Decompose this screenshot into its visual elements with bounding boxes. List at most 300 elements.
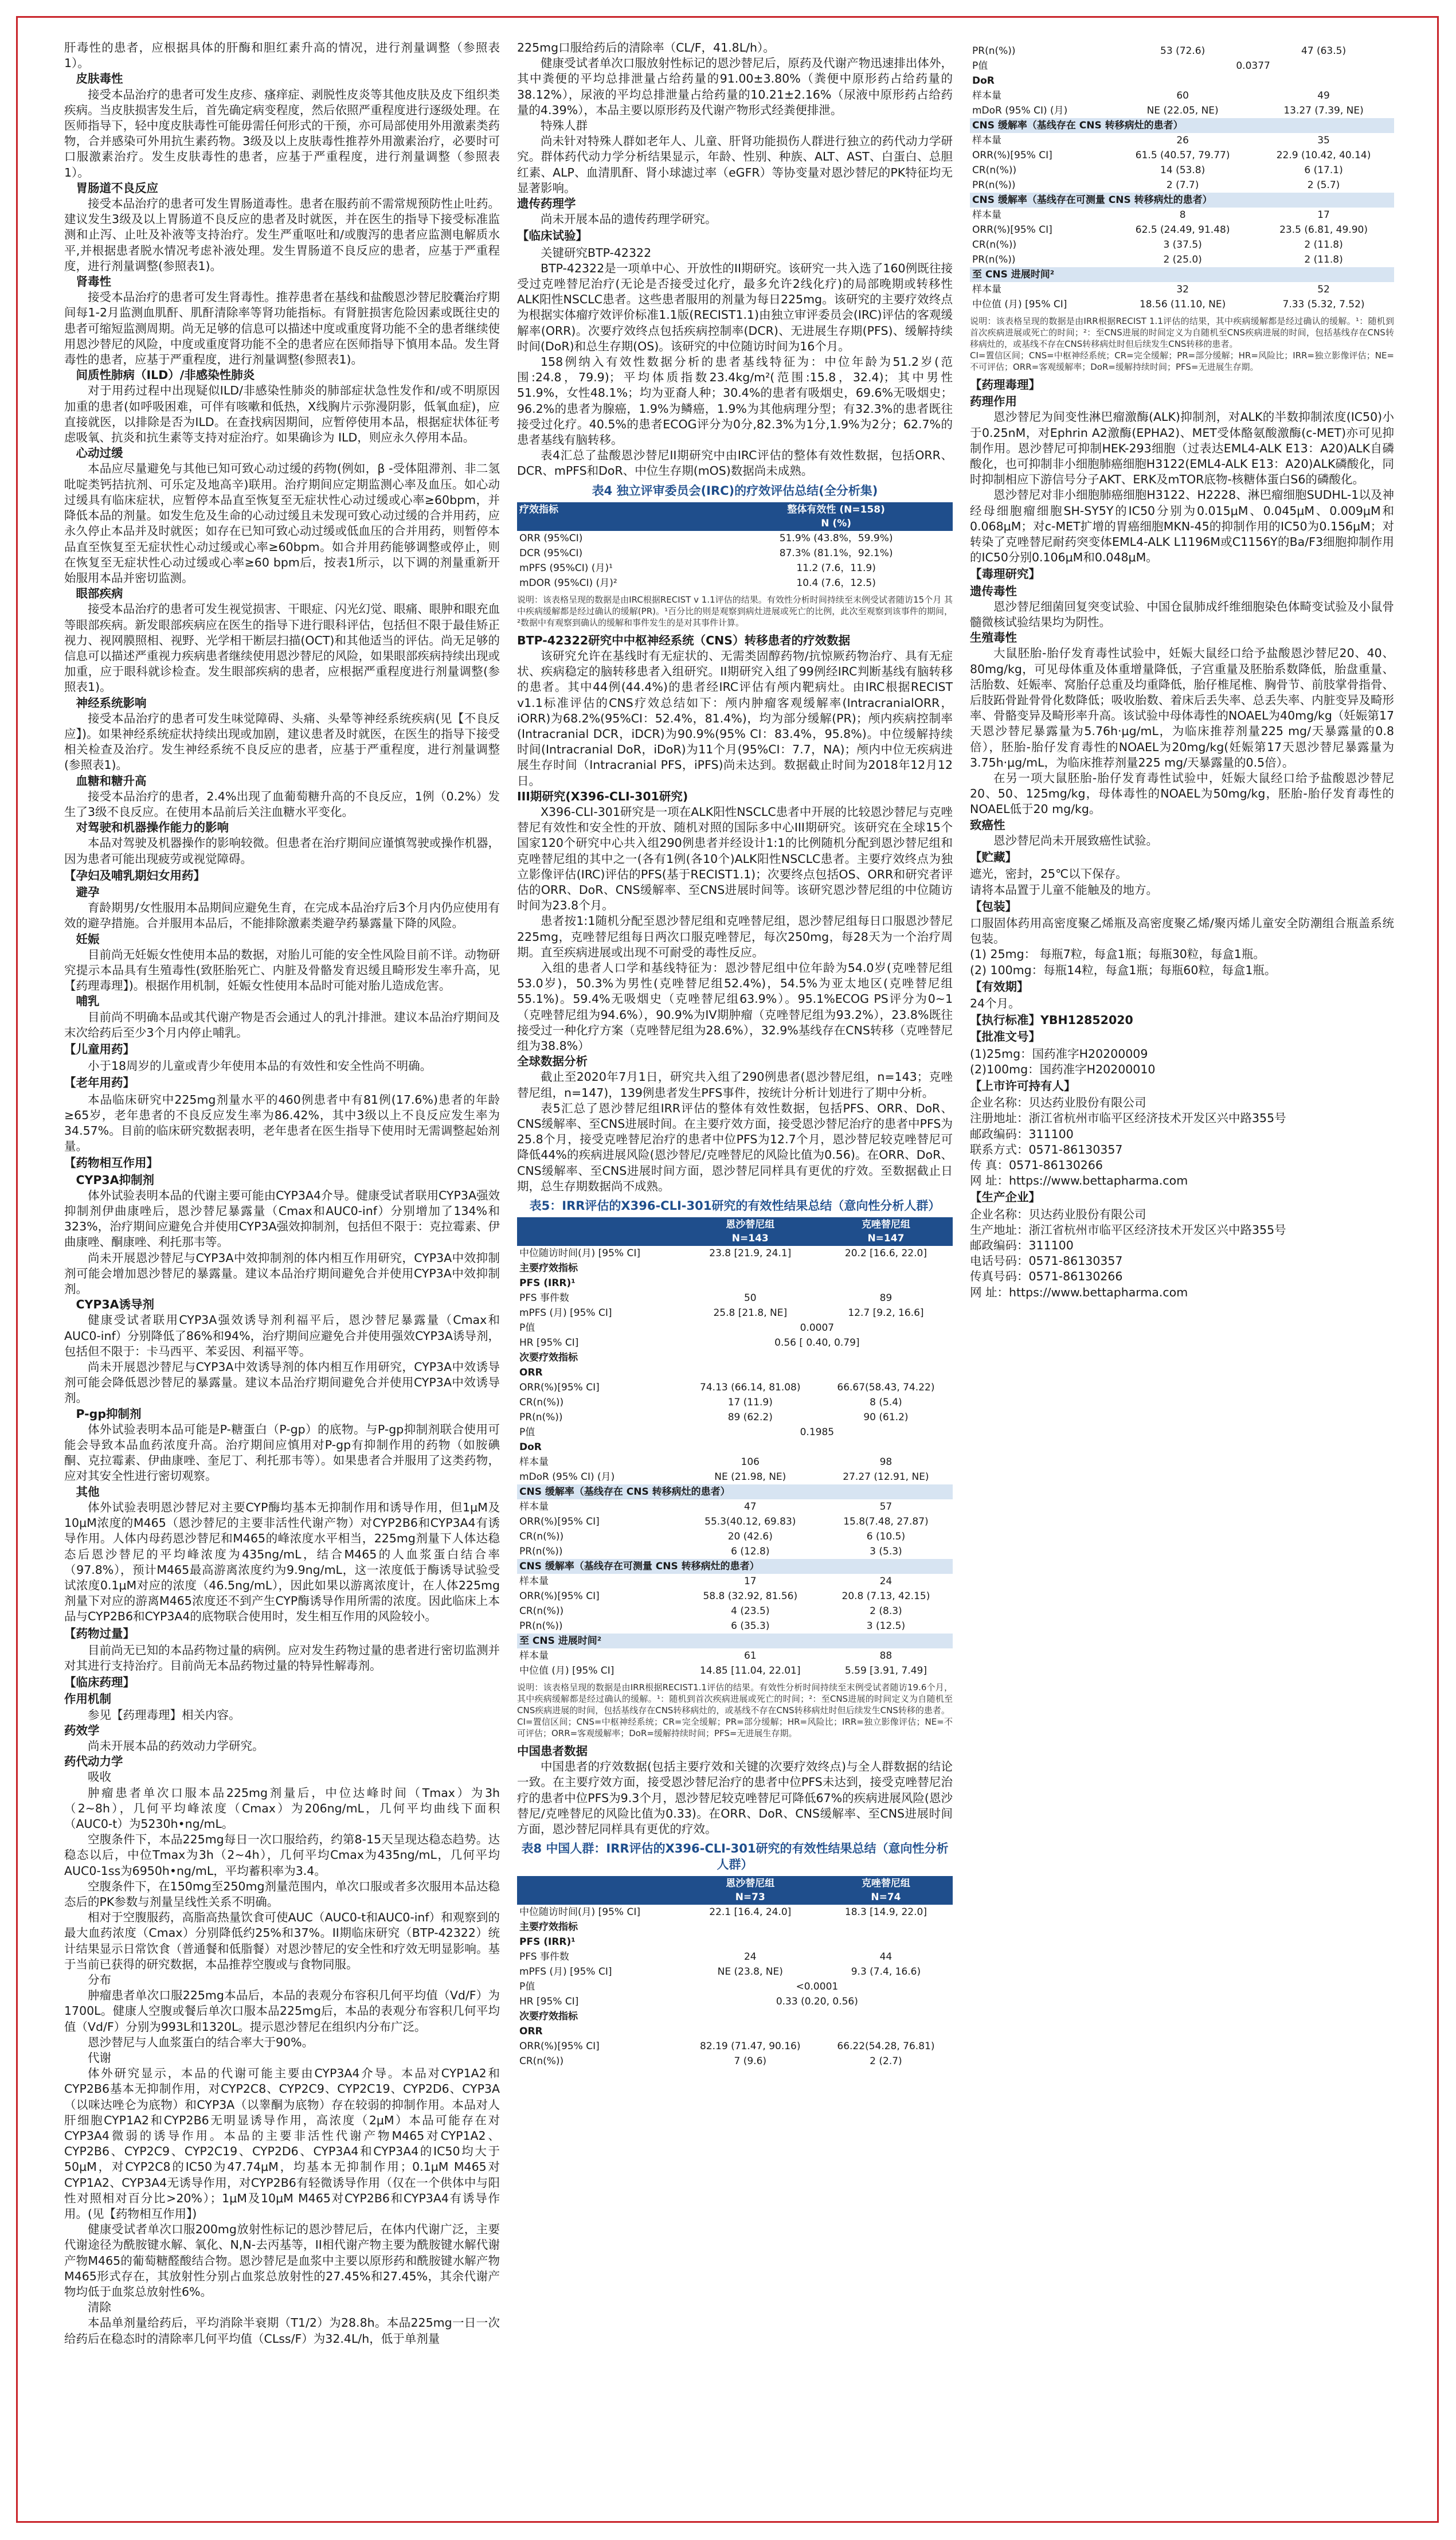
table-cell: HR [95% CI] <box>519 1337 579 1349</box>
paragraph: 传真号码：0571-86130266 <box>970 1269 1123 1284</box>
table-cell: 20.2 [16.6, 22.0] <box>844 1248 927 1259</box>
table-cell: ORR(%)[95% CI] <box>519 1516 600 1527</box>
table-cell: ORR(%)[95% CI] <box>519 1382 600 1393</box>
paragraph: 接受本品治疗的患者可发生皮疹、瘙痒症、剥脱性皮炎等其他皮肤及皮下组织类疾病。当皮肤损害发生后，首先确定病变程度，然后依照严重程度进行逐级处理。在医师指导下，轻中度皮肤毒性可能毋需任何形式的干预，亦可局部使用外用激素类药物，合并感染可外用抗生素药物。3级及以上皮肤毒性推荐外用激素治疗，必要时可口服激素治疗。发生皮肤毒性的患者，应基于严重程度，进行剂量调整（参照表1）。 <box>64 87 500 179</box>
table-8-continued <box>970 44 1394 373</box>
table-cell: 58.8 (32.92, 81.56) <box>703 1591 798 1602</box>
table-cell: P值 <box>519 1322 535 1334</box>
paragraph: (2)100mg：国药准字H20200010 <box>970 1062 1156 1076</box>
table-cell: 25.8 [21.8, NE] <box>713 1307 788 1319</box>
table-row <box>970 237 1394 252</box>
section-cns-and-phase3 <box>517 633 953 1194</box>
table-cell: ORR (95%CI) <box>519 532 583 544</box>
table-row <box>517 1291 953 1306</box>
table-cell: 87.3% (81.1%，92.1%) <box>779 547 893 559</box>
table-cell: P值 <box>519 1981 535 1993</box>
table-cell: 66.67(58.43, 74.22) <box>837 1382 935 1393</box>
paragraph: 分布 <box>88 1972 111 1987</box>
paragraph: 截止至2020年7月1日，研究共入组了290例患者(恩沙替尼组，n=143；克唑替尼组，n=147)，139例患者发生PFS事件，按统计分析计划进行了期中分析。 <box>517 1070 953 1100</box>
table-row <box>970 88 1394 103</box>
paragraph: 注册地址：浙江省杭州市临平区经济技术开发区兴中路355号 <box>970 1111 1286 1126</box>
table-row <box>517 1306 953 1320</box>
column-left <box>64 40 500 2347</box>
table-cell: PR(n(%)) <box>519 1412 563 1423</box>
table-row <box>970 222 1394 237</box>
table-cell: CR(n(%)) <box>519 2056 564 2068</box>
table-cell: CNS 缓解率（基线存在可测量 CNS 转移病灶的患者） <box>970 193 1394 208</box>
paragraph: 入组的患者人口学和基线特征为：恩沙替尼组中位年龄为54.0岁(克唑替尼组53.0岁)，50.3%为男性(克唑替尼组52.4%)，54.5%为亚太地区(克唑替尼组55.1%)。59.4%无吸烟史（克唑替尼组63.9%）。95.1%ECOG PS评分为0~1（克唑替尼组为94.6%），90.9%为IV期肿瘤（克唑替尼组为93.2%），23.8%既往接受过一种化疗方案（克唑替尼组为28.6%），32.9%基线存在CNS转移（克唑替尼组为38.8%） <box>517 960 953 1053</box>
table-5-global-efficacy <box>517 1198 953 1739</box>
table-row <box>970 282 1394 297</box>
table-cell: 90 (61.2) <box>863 1412 909 1423</box>
table-cell: 0.56 [ 0.40, 0.79] <box>774 1337 860 1349</box>
table-cell: 23.5 (6.81, 49.90) <box>1279 224 1368 236</box>
section-heading: 【生产企业】 <box>970 1190 1040 1205</box>
table-cell: 克唑替尼组 N=147 <box>819 1217 953 1246</box>
section-heading: 【包装】 <box>970 899 1017 913</box>
table-cell: 24 <box>743 1951 757 1963</box>
table-cell: 8 (5.4) <box>870 1397 902 1408</box>
table-footnote: 说明：该表格呈现的数据是由IRR根据RECIST 1.1评估的结果，其中疾病缓解都是经过确认的缓解。¹：随机到首次疾病进展或死亡的时间；²：至CNS进展的时间定义为自随机至CNS疾病进展的时间，包括基线存在CNS转移病灶的，或基线不存在CNS转移病灶时但后续发生CNS转移的患者。 CI=置信区间；CNS=中枢神经系统；CR=完全缓解；PR=部分缓解；HR=风险比；IRR=独立影像评估；NE=不可评估；ORR=客观缓解率；DoR=缓解持续时间；PFS=无进展生存期。 <box>970 316 1394 372</box>
section-heading: 胃肠道不良反应 <box>76 181 158 195</box>
paragraph: 肿瘤患者单次口服225mg本品后，本品的表观分布容积几何平均值（Vd/F）为1700L。健康人空腹或餐后单次口服本品225mg后，本品的表观分布容积几何平均值（Vd/F）分别为993L和1320L。提示恩沙替尼在组织内分布广泛。 <box>64 1988 500 2034</box>
section-heading: 遗传毒性 <box>970 584 1017 598</box>
section-heading: 【贮藏】 <box>970 850 1017 865</box>
table-cell: 61.5 (40.57, 79.77) <box>1135 150 1230 161</box>
table-row <box>970 178 1394 193</box>
table-cell: 0.0377 <box>1236 60 1270 72</box>
table-cell: DCR (95%CI) <box>519 547 583 559</box>
table-row <box>517 1619 953 1634</box>
paragraph: 接受本品治疗的患者可发生味觉障碍、头痛、头晕等神经系统疾病(见【不良反应】)。如果神经系统症状持续出现或加剧，建议患者及时就医，在医生的指导下接受相关检查及治疗。发生神经系统不良反应的患者，应基于严重程度，进行剂量调整(参照表1)。 <box>64 711 500 772</box>
table-cell: 0.33 (0.20, 0.56) <box>776 1996 858 2008</box>
table-cell: 4 (23.5) <box>731 1605 770 1617</box>
table-row <box>517 1663 953 1678</box>
table-cell: 89 (62.2) <box>727 1412 773 1423</box>
section-heading: 生殖毒性 <box>970 631 1017 645</box>
table-row <box>517 1320 953 1335</box>
table-row <box>517 1276 953 1291</box>
table-cell: PR(n(%)) <box>972 254 1016 265</box>
section-heading: 药代动力学 <box>64 1754 123 1769</box>
table-cell: PFS (IRR)¹ <box>519 1277 576 1289</box>
table-cell: PFS 事件数 <box>519 1951 569 1963</box>
table-caption: 表8 中国人群：IRR评估的X396-CLI-301研究的有效性结果总结（意向性分析人群） <box>521 1842 949 1872</box>
paragraph: 体外研究显示，本品的代谢可能主要由CYP3A4介导。本品对CYP1A2和CYP2B6基本无抑制作用，对CYP2C8、CYP2C9、CYP2C19、CYP2D6、CYP3A（以咪达唑仑为底物）和CYP3A（以睾酮为底物）存在较弱的抑制作用。本品对人肝细胞CYP1A2和CYP2B6无明显诱导作用，高浓度（2μM）本品可能存在对CYP3A4微弱的诱导作用。本品的主要非活性代谢产物M465对CYP1A2、CYP2B6、CYP2C9、CYP2C19、CYP2D6、CYP3A4和CYP3A4的IC50均大于50μM，对CYP2C8的IC50为47.74μM，均基本无抑制作用；0.1μM M465对CYP1A2、CYP3A4无诱导作用，对CYP2B6有轻微诱导作用（仅在一个供体中与阳性对照相对百分比>20%）；1μM及10μM M465对CYP2B6和CYP3A4有诱导作用。(见【药物相互作用】) <box>64 2066 500 2221</box>
table-cell: 样本量 <box>519 1576 549 1587</box>
table-cell: 克唑替尼组 N=74 <box>819 1876 953 1905</box>
section-heading: 【药理毒理】 <box>970 378 1040 392</box>
table-cell: 26 <box>1176 135 1189 146</box>
table-cell: 89 <box>879 1292 893 1304</box>
table-row <box>517 1964 953 1979</box>
section-heading: CYP3A诱导剂 <box>76 1298 155 1312</box>
table-cell <box>517 1876 682 1905</box>
table-cell: CR(n(%)) <box>519 1531 564 1542</box>
section-heading: 【老年用药】 <box>64 1076 135 1090</box>
table-row <box>517 1514 953 1529</box>
table-cell: 49 <box>1317 90 1330 101</box>
table-row <box>517 1365 953 1380</box>
table-cell: mPFS (月) [95% CI] <box>519 1966 612 1978</box>
paragraph: 空腹条件下，在150mg至250mg剂量范围内，单次口服或者多次服用本品达稳态后的PK参数与剂量呈线性关系不明确。 <box>64 1879 500 1909</box>
table-cell: 7 (9.6) <box>734 2056 767 2068</box>
table-cell: PFS 事件数 <box>519 1292 569 1304</box>
paragraph: 邮政编码：311100 <box>970 1127 1074 1141</box>
table-row <box>517 1604 953 1619</box>
table-cell: P值 <box>519 1427 535 1438</box>
section-heading: 全球数据分析 <box>517 1054 588 1069</box>
table-row <box>970 208 1394 222</box>
table-cell: 8 <box>1179 209 1186 221</box>
paragraph: 目前尚不明确本品或其代谢产物是否会通过人的乳汁排泄。建议本品治疗期间及末次给药后至少3个月内停止哺乳。 <box>64 1010 500 1040</box>
table-row <box>517 1949 953 1964</box>
table-cell: 23.8 [21.9, 24.1] <box>709 1248 792 1259</box>
section-heading: 肾毒性 <box>76 275 111 289</box>
section-heading: 眼部疾病 <box>76 587 123 601</box>
paragraph: 恩沙替尼为间变性淋巴瘤激酶(ALK)抑制剂，对ALK的半数抑制浓度(IC50)小于0.25nM，对Ephrin A2激酶(EPHA2)、MET受体酪氨酸激酶(c-MET)亦可见抑制作用。恩沙替尼可抑制HEK-293细胞（过表达EML4-ALK E13：A20)ALK自磷酸化，也可抑制非小细胞肺癌细胞H3122(EML4-ALK E13：A20)ALK磷酸化，同时抑制相应下游信号分子AKT、ERK及mTOR底物-核糖体蛋白S6的磷酸化。 <box>970 410 1394 487</box>
table-cell: DoR <box>519 1441 542 1453</box>
paragraph: 恩沙替尼与人血浆蛋白的结合率大于90%。 <box>88 2035 314 2049</box>
section-heading: 血糖和糖升高 <box>76 773 147 788</box>
table-cell: 2 (2.7) <box>870 2056 902 2068</box>
table-cell: CNS 缓解率（基线存在可测量 CNS 转移病灶的患者） <box>517 1559 953 1574</box>
table-cell: 14 (53.8) <box>1160 165 1205 176</box>
section-heading: 【执行标准】YBH12852020 <box>970 1013 1133 1027</box>
table-cell: 98 <box>879 1456 893 1468</box>
paragraph: 恩沙替尼对非小细胞肺癌细胞H3122、H2228、淋巴瘤细胞SUDHL-1以及神经母细胞瘤细胞SH-SY5Y的IC50分别为0.015μM、0.045μM、0.009μM和0.068μM；对c-MET扩增的胃癌细胞MKN-45的抑制作用的IC50为0.156μM；对转染了克唑替尼耐药突变体EML4-ALK L1196M或C1156Y的Ba/F3细胞抑制作用的IC50分别0.106μM和0.048μM。 <box>970 488 1394 565</box>
table-cell: CNS 缓解率（基线存在 CNS 转移病灶的患者） <box>970 118 1394 133</box>
table-row <box>517 1484 953 1499</box>
table-cell: 50 <box>743 1292 757 1304</box>
table-cell: 至 CNS 进展时间² <box>517 1634 953 1648</box>
section-heading: 【有效期】 <box>970 979 1029 994</box>
table-cell: 2 (7.7) <box>1166 179 1199 191</box>
table-cell: 主要疗效指标 <box>519 1263 578 1274</box>
section-heading: 其他 <box>76 1484 100 1499</box>
table-row <box>517 2009 953 2024</box>
table-cell: 6 (12.8) <box>731 1546 770 1557</box>
table-row <box>517 1634 953 1648</box>
table-cell: 主要疗效指标 <box>519 1921 578 1933</box>
paragraph: 患者按1:1随机分配至恩沙替尼组和克唑替尼组，恩沙替尼组每日口服恩沙替尼225mg，克唑替尼组每日两次口服克唑替尼，每次250mg，每28天为一个治疗周期。直至疾病进展或出现不可耐受的毒性反应。 <box>517 914 953 959</box>
table-cell: 27.27 (12.91, NE) <box>843 1471 929 1483</box>
section-heading: 遗传药理学 <box>517 197 576 211</box>
section-heading: 致癌性 <box>970 818 1005 832</box>
table-row <box>517 1920 953 1935</box>
section-heading: 对驾驶和机器操作能力的影响 <box>76 820 229 835</box>
table-cell: 2 (8.3) <box>870 1605 902 1617</box>
table-cell: 3 (37.5) <box>1163 239 1202 251</box>
paragraph: 尚未开展恩沙替尼与CYP3A中效抑制剂的体内相互作用研究，CYP3A中效抑制剂可能会增加恩沙替尼的暴露量。建议本品治疗期间避免合并使用CYP3A中效抑制剂。 <box>64 1251 500 1296</box>
section-heading: 间质性肺病（ILD）/非感染性肺炎 <box>76 368 255 382</box>
table-row <box>970 73 1394 88</box>
paragraph: 恩沙替尼细菌回复突变试验、中国仓鼠肺成纤维细胞染色体畸变试验及小鼠骨髓微核试验结果均为阴性。 <box>970 599 1394 630</box>
table-row <box>517 1559 953 1574</box>
paragraph: 158例纳入有效性数据分析的患者基线特征为：中位年龄为51.2岁(范围:24.8，79.9)；平均体质指数23.4kg/m²(范围:15.8，32.4)；其中男性51.9%，女性48.1%；均为亚裔人种；30.4%的患者有吸烟史，69.6%无吸烟史；96.2%的患者为腺癌，1.9%为鳞癌，1.9%为其他病理分型；有32.3%的患者既往接受过化疗。40.5%的患者ECOG评分为0分,82.3%为1分,1.9%为2分；62.7%的患者基线有脑转移。 <box>517 355 953 447</box>
table-cell: CR(n(%)) <box>519 1397 564 1408</box>
table-row <box>517 1589 953 1604</box>
paragraph: 接受本品治疗的患者可发生肾毒性。推荐患者在基线和盐酸恩沙替尼胶囊治疗期间每1-2月监测血肌酐、肌酐清除率等肾功能指标。有肾脏损害危险因素或既往史的患者可缩短监测周期。尚无足够的信息可以描述中度或重度肾功能不全的患者继续使用恩沙替尼的风险，中度或重度肾功能不全的患者应在医师指导下慎用本品。发生肾毒性的患者，应基于严重程度，进行剂量调整(参照表1)。 <box>64 290 500 367</box>
table-cell: 至 CNS 进展时间² <box>970 267 1394 282</box>
table-footnote: 说明：该表格呈现的数据是由IRC根据RECIST v 1.1评估的结果。有效性分析时间持续至末例受试者随访15个月 其中疾病缓解都是经过确认的缓解(PR)。¹百分比的则是观察到病灶进展或死亡的比例，此次至观察到该事件的期间，²数据中有观察到确认的缓解和事件发生的是对其事件计算。 <box>517 594 953 628</box>
section-heading: 皮肤毒性 <box>76 72 123 86</box>
paragraph: 企业名称：贝达药业股份有限公司 <box>970 1207 1146 1221</box>
table-row <box>517 1261 953 1276</box>
section-heading: 心动过缓 <box>76 446 123 460</box>
table-footnote: 说明：该表格呈现的数据是由IRR根据RECIST1.1评估的结果。有效性分析时间持续至末例受试者随访19.6个月，其中疾病缓解都是经过确认的缓解。¹：随机到首次疾病进展或死亡的时间；²：至CNS进展的时间定义为自随机至CNS疾病进展的时间，包括基线存在CNS转移病灶的，或基线不存在CNS转移病灶时但后续发生CNS转移的患者。 CI=置信区间；CNS=中枢神经系统；CR=完全缓解；PR=部分缓解；HR=风险比；IRR=独立影像评估；NE=不可评估；ORR=客观缓解率；DoR=缓解持续时间；PFS=无进展生存期。 <box>517 1682 953 1738</box>
paragraph: 网 址：https://www.bettapharma.com <box>970 1285 1188 1299</box>
paragraph: 特殊人群 <box>541 119 588 133</box>
table-row <box>517 1410 953 1425</box>
paragraph: X396-CLI-301研究是一项在ALK阳性NSCLC患者中开展的比较恩沙替尼与克唑替尼有效性和安全性的开放、随机对照的国际多中心III期研究。该研究在全球15个国家120个研究中心共入组290例患者并经设计1:1的比例随机分配到恩沙替尼组和克唑替尼组的其中之一(各有1例(各10个)ALK阳性NSCLC患者。主要疗效终点为独立影像评估(IRC)评估的PFS(基于RECIST1.1)；次要终点包括OS、ORR和研究者评估的ORR、DoR、CNS缓解率、至CNS进展时间等。该研究恩沙替尼组的中位随访时间为23.8个月。 <box>517 804 953 913</box>
table-row <box>517 1979 953 1994</box>
table-cell: 中位值 (月) [95% CI] <box>519 1665 615 1677</box>
table-row <box>517 2039 953 2054</box>
table-cell: PR(n(%)) <box>519 1546 563 1557</box>
paragraph: 网 址：https://www.bettapharma.com <box>970 1174 1188 1188</box>
table-cell: ORR(%)[95% CI] <box>519 1591 600 1602</box>
table-row <box>517 1499 953 1514</box>
section-heading: P-gp抑制剂 <box>76 1406 142 1421</box>
table-row <box>517 576 953 591</box>
table-cell: 10.4 (7.6，12.5) <box>796 577 876 589</box>
paragraph: 225mg口服给药后的清除率（CL/F，41.8L/h）。 <box>517 41 775 54</box>
table-cell: 22.1 [16.4, 24.0] <box>709 1906 792 1918</box>
table-cell: 疗效指标 <box>517 502 719 531</box>
section-heading: 【临床药理】 <box>64 1675 135 1690</box>
table-cell: 恩沙替尼组 N=73 <box>682 1876 819 1905</box>
paragraph: 尚未开展本品的药效动力学研究。 <box>88 1738 264 1753</box>
table-row <box>970 163 1394 178</box>
section-heading: 【药物相互作用】 <box>64 1156 158 1170</box>
paragraph: 接受本品治疗的患者可发生视觉损害、干眼症、闪光幻觉、眼痛、眼肿和眼充血等眼部疾病。新发眼部疾病应在医生的指导下进行眼科评估，包括但不限于最佳矫正视力、视网膜照相、视野、光学相干断层扫描(OCT)和其他适当的评估。尚无足够的信息可以描述严重视力疾病患者继续使用恩沙替尼的风险，如果眼部疾病持续出现或加重，应于眼科就诊检查。发生眼部疾病的患者，应根据严重程度进行剂量调整(参照表1)。 <box>64 602 500 694</box>
table-4-irc-efficacy <box>517 483 953 628</box>
paragraph: 尚未针对特殊人群如老年人、儿童、肝肾功能损伤人群进行独立的药代动力学研究。群体药代动力学分析结果显示，年龄、性别、种族、ALT、AST、白蛋白、总胆红素、ALP、血清肌酐、肾小球滤过率（eGFR）等协变量对恩沙替尼的PK特征均无显著影响。 <box>517 134 953 195</box>
section-heading: 【儿童用药】 <box>64 1042 135 1056</box>
table-cell: 样本量 <box>519 1501 549 1513</box>
paragraph: 接受本品治疗的患者，2.4%出现了血葡萄糖升高的不良反应，1例（0.2%）发生了3级不良反应。在使用本品前后关注血糖水平变化。 <box>64 789 500 819</box>
paragraph: 健康受试者单次口服放射性标记的恩沙替尼后，原药及代谢产物迅速排出体外，其中粪便的平均总排泄量占给药量的91.00±3.80%（粪便中原形药占给药量的38.12%），尿液的平均总排泄量占给药量的10.21±2.16%（尿液中原形药占给药量的4.39%），本品主要以原形药及代谢产物形式经粪便排泄。 <box>517 56 953 117</box>
table-caption: 表5：IRR评估的X396-CLI-301研究的有效性结果总结（意向性分析人群） <box>529 1199 941 1213</box>
table-row <box>517 1425 953 1440</box>
paragraph: 在另一项大鼠胚胎-胎仔发育毒性试验中，妊娠大鼠经口给予盐酸恩沙替尼20、50、125mg/kg，母体毒性的NOAEL为50mg/kg，胚胎-胎仔发育毒性的NOAEL低于20 mg/kg。 <box>970 771 1394 816</box>
table-cell: mDoR (95% CI) (月) <box>972 105 1068 116</box>
table-row <box>517 1994 953 2009</box>
table-cell: PR(n(%)) <box>972 179 1016 191</box>
section-heading: 药理作用 <box>970 394 1017 409</box>
paragraph: 代谢 <box>88 2051 111 2065</box>
table-cell: 14.85 [11.04, 22.01] <box>700 1665 801 1677</box>
paragraph: 本品应尽量避免与其他已知可致心动过缓的药物(例如，β -受体阻滞剂、非二氢吡啶类钙拮抗剂、可乐定及地高辛)联用。治疗期间应定期监测心率及血压。如心动过缓具有临床症状，应暂停本品直至恢复至无症状性心动过缓或心率≥60bpm，并降低本品的剂量。如发生危及生命的心动过缓且未发现可致心动过缓的合并用药，应永久停止本品并及时就医；如存在已知可致心动过缓或低血压的合并用药，则暂停本品直至恢复至无症状性心动过缓或心率≥60bpm。如合并用药能够调整或停止，则在恢复至无症状性心动过缓或心率≥60 bpm后，按表1所示，以下调的剂量重新开始服用本品并密切监测。 <box>64 462 500 585</box>
table-row <box>517 531 953 546</box>
table-cell: 61 <box>743 1650 757 1662</box>
section-pharmacology-storage-manufacturer <box>970 377 1394 1300</box>
paragraph: 该研究允许在基线时有无症状的、无需类固醇药物/抗惊厥药物治疗、具有无症状、疾病稳定的脑转移患者入组研究。II期研究入组了99例经IRC判断基线有脑转移的患者。其中44例(44.4%)的患者经IRC评估有颅内靶病灶。由IRC根据RECIST v1.1标准评估的CNS疗效总结如下：颅内肿瘤客观缓解率(IntracranialORR，iORR)为68.2%(95%CI：52.4%，81.4%)，均为部分缓解(PR)；颅内疾病控制率(Intracranial DCR，iDCR)为90.9%(95% CI：83.4%，95.8%)。中位缓解持续时间(Intracranial DoR，iDoR)为11个月(95%CI：7.7，NA)；颅内中位无疾病进展生存时间（Intracranial PFS，iPFS)尚未达到。数据截止时间为2018年12月12日。 <box>517 648 953 788</box>
table-cell: 6 (17.1) <box>1304 165 1343 176</box>
section-heading: 哺乳 <box>76 994 100 1009</box>
table-row <box>517 1395 953 1410</box>
paragraph: 表5汇总了恩沙替尼组IRR评估的整体有效性数据，包括PFS、ORR、DoR、CNS缓解率、至CNS进展时间。在主要疗效方面，接受恩沙替尼治疗的患者中PFS为25.8个月，接受克唑替尼治疗的患者中位PFS为12.7个月，恩沙替尼较克唑替尼可降低44%的疾病进展风险(恩沙替尼/克唑替尼的风险比值为0.56)。在ORR、DoR、CNS缓解率、至CNS进展时间方面，恩沙替尼同样具有更优的疗效。至数据截止日期，总生存期数据尚不成熟。 <box>517 1101 953 1193</box>
paragraph: 关键研究BTP-42322 <box>541 245 652 260</box>
paragraph: 表4汇总了盐酸恩沙替尼II期研究中由IRC评估的整体有效性数据，包括ORR、DCR、mPFS和DoR、中位生存期(mOS)数据尚未成熟。 <box>517 448 953 478</box>
table-row <box>970 267 1394 282</box>
table-cell: 11.2 (7.6，11.9) <box>796 562 876 574</box>
paragraph: 本品单剂量给药后，平均消除半衰期（T1/2）为28.8h。本品225mg一日一次给药后在稳态时的清除率几何平均值（CLss/F）为32.4L/h，低于单剂量 <box>64 2316 500 2346</box>
table-cell: 88 <box>879 1650 893 1662</box>
table-row <box>970 44 1394 58</box>
paragraph: 尚未开展恩沙替尼与CYP3A中效诱导剂的体内相互作用研究，CYP3A中效诱导剂可能会降低恩沙替尼的暴露量。建议本品治疗期间避免合并使用CYP3A中效诱导剂。 <box>64 1360 500 1405</box>
paragraph: 对于用药过程中出现疑似ILD/非感染性肺炎的肺部症状急性发作和/或不明原因加重的患者(如呼吸困难，可伴有咳嗽和低热，X线胸片示弥漫阴影，低氧血症)，应直接就医，以排除是否为ILD。在查找病因期间，应暂停使用本品，根据症状体征考虑吸氧、抗炎和抗生素等支持对症治疗。如果确诊为 ILD，则应永久停用本品。 <box>64 384 500 445</box>
table-cell: NE (21.98, NE) <box>714 1471 786 1483</box>
table-cell: NE (22.05, NE) <box>1146 105 1219 116</box>
section-heading: 【上市许可持有人】 <box>970 1078 1076 1093</box>
table-cell: <0.0001 <box>796 1981 839 1993</box>
table-caption: 表4 独立评审委员会(IRC)的疗效评估总结(全分析集) <box>592 483 878 498</box>
table-cell: 0.0007 <box>800 1322 835 1334</box>
table-cell: CR(n(%)) <box>519 1605 564 1617</box>
paragraph: 24个月。 <box>970 996 1020 1010</box>
table-cell: 44 <box>879 1951 893 1963</box>
table-cell: DoR <box>972 75 995 87</box>
table-cell: 17 <box>743 1576 757 1587</box>
table-cell: ORR <box>519 2026 543 2038</box>
section-heading: 避孕 <box>76 885 100 899</box>
table-row <box>517 1935 953 1949</box>
paragraph: 请将本品置于儿童不能触及的地方。 <box>970 882 1158 897</box>
paragraph: 肿瘤患者单次口服本品225mg剂量后，中位达峰时间（Tmax）为3h（2~8h），几何平均峰浓度（Cmax）为206ng/mL，几何平均曲线下面积（AUC0-t）为5230h•ng/mL。 <box>64 1785 500 1831</box>
section-heading: CYP3A抑制剂 <box>76 1173 155 1187</box>
table-cell: PFS (IRR)¹ <box>519 1936 576 1948</box>
paragraph: 企业名称：贝达药业股份有限公司 <box>970 1096 1146 1110</box>
table-cell: 次要疗效指标 <box>519 2011 578 2023</box>
paragraph: 健康受试者单次口服200mg放射性标记的恩沙替尼后，在体内代谢广泛，主要代谢途径为酰胺键水解、氧化、N,N-去丙基等，II相代谢产物主要为酰胺键水解代谢产物M465的葡萄糖醛酸结合物。恩沙替尼是血浆中主要以原形药和酰胺键水解产物M465形式存在，其放射性分别占血浆总放射性的27.45%和27.45%，其余代谢产物均低于血浆总放射性6%。 <box>64 2222 500 2299</box>
table-cell: 样本量 <box>972 90 1001 101</box>
paragraph: 尚未开展本品的遗传药理学研究。 <box>541 212 717 226</box>
table-cell: 中位值 (月) [95% CI] <box>972 299 1067 310</box>
section-heading: III期研究(X396-CLI-301研究) <box>517 789 688 803</box>
table-cell: 32 <box>1176 284 1189 295</box>
table-row <box>517 1470 953 1484</box>
table-cell: 57 <box>879 1501 893 1513</box>
table-cell: 12.7 [9.2, 16.6] <box>848 1307 924 1319</box>
paragraph: 体外试验表明本品的代谢主要可能由CYP3A4介导。健康受试者联用CYP3A强效抑制剂伊曲康唑后，恩沙替尼暴露量（Cmax和AUC0-inf）分别增加了134%和323%，治疗期间应避免合并使用CYP3A强效抑制剂，包括但不限于：克拉霉素、伊曲康唑、酮康唑、利托那韦等。 <box>64 1188 500 1249</box>
table-row <box>517 546 953 561</box>
table-row <box>517 561 953 576</box>
table-cell: 样本量 <box>519 1650 549 1662</box>
section-heading: 【毒理研究】 <box>970 567 1040 581</box>
table-row <box>970 148 1394 163</box>
table-cell: 22.9 (10.42, 40.14) <box>1276 150 1371 161</box>
paragraph: 目前尚无已知的本品药物过量的病例。应对发生药物过量的患者进行密切监测并对其进行支持治疗。目前尚无本品药物过量的特异性解毒剂。 <box>64 1643 500 1673</box>
table-cell: 7.33 (5.32, 7.52) <box>1282 299 1365 310</box>
table-cell: 52 <box>1317 284 1330 295</box>
section-pharmacokinetics-trials <box>517 40 953 479</box>
table-row <box>517 1350 953 1365</box>
paragraph: 联系方式：0571-86130357 <box>970 1142 1123 1156</box>
table-cell: 60 <box>1176 90 1189 101</box>
section-heading: 中国患者数据 <box>517 1744 588 1758</box>
paragraph: 大鼠胚胎-胎仔发育毒性试验中，妊娠大鼠经口给予盐酸恩沙替尼20、40、80mg/kg，可见母体重及体重增量降低，子宫重量及胚胎系数降低，胎盘重量、活胎数、妊娠率、窝胎仔总重及均重降低，胎仔椎尾椎、胸骨节、前肢掌骨指骨、后肢跖骨趾骨骨化数降低；吸收胎数、着床后丢失率、总丢失率、内脏变异及畸形率、骨骼变异及畸形率升高。该试验中母体毒性的NOAEL为40mg/kg（妊娠第17天恩沙替尼暴露量为5.76h·μg/mL，为临床推荐剂量225 mg/天暴露量的0.8倍），胚胎-胎仔发育毒性的NOAEL为20mg/kg(妊娠第17天恩沙替尼暴露量为3.75h·μg/mL，为临床推荐剂量225 mg/天暴露量的0.5倍）。 <box>970 646 1394 769</box>
section-heading: 【临床试验】 <box>517 229 588 243</box>
section-heading: BTP-42322研究中中枢神经系统（CNS）转移患者的疗效数据 <box>517 633 851 647</box>
table-cell: 3 (5.3) <box>870 1546 902 1557</box>
paragraph: 电话号码：0571-86130357 <box>970 1254 1123 1268</box>
table-cell: 18.3 [14.9, 22.0] <box>844 1906 927 1918</box>
table-cell: 13.27 (7.39, NE) <box>1283 105 1364 116</box>
table-row <box>970 193 1394 208</box>
table-cell: 6 (10.5) <box>866 1531 906 1542</box>
paragraph: 本品对驾驶及机器操作的影响较微。但患者在治疗期间应谨慎驾驶或操作机器，因为患者可能出现疲劳或视觉障碍。 <box>64 836 500 866</box>
table-cell: mPFS (月) [95% CI] <box>519 1307 612 1319</box>
table-cell: 20.8 (7.13, 42.15) <box>841 1591 930 1602</box>
section-china-data <box>517 1744 953 1837</box>
table-row <box>517 1380 953 1395</box>
table-cell: 51.9% (43.8%，59.9%) <box>779 532 893 544</box>
table-cell: CR(n(%)) <box>972 239 1017 251</box>
table-cell: P值 <box>972 60 988 72</box>
section-heading: 神经系统影响 <box>76 695 147 710</box>
table-cell: 47 (63.5) <box>1301 45 1347 57</box>
table-cell: 中位随访时间(月) [95% CI] <box>519 1906 641 1918</box>
table-cell: 17 (11.9) <box>727 1397 773 1408</box>
table-cell: 样本量 <box>972 284 1001 295</box>
table-row <box>517 1246 953 1261</box>
paragraph: 健康受试者联用CYP3A强效诱导剂利福平后，恩沙替尼暴露量（Cmax和AUC0-inf）分别降低了86%和94%，治疗期间应避免合并使用强效CYP3A诱导剂，包括但不限于：卡马西平、苯妥因、利福平等。 <box>64 1313 500 1358</box>
table-row <box>517 1544 953 1559</box>
table-cell: 18.56 (11.10, NE) <box>1139 299 1226 310</box>
section-heading: 【药物过量】 <box>64 1626 135 1640</box>
table-row <box>517 1455 953 1470</box>
paragraph: 吸收 <box>88 1770 111 1784</box>
table-cell: 恩沙替尼组 N=143 <box>682 1217 819 1246</box>
paragraph: 相对于空腹服药，高脂高热量饮食可使AUC（AUC0-t和AUC0-inf）和观察到的最大血药浓度（Cmax）分别降低约25%和37%。II期临床研究（BTP-42322）统计结果显示日常饮食（普通餐和低脂餐）对恩沙替尼的安全性和疗效无明显影响。基于当前已获得的研究数据，本品推荐空腹或与食物同服。 <box>64 1910 500 1971</box>
table-row <box>970 252 1394 267</box>
table-cell: NE (23.8, NE) <box>717 1966 783 1978</box>
table-cell: 66.22(54.28, 76.81) <box>837 2041 935 2053</box>
paragraph: 目前尚无妊娠女性使用本品的数据，对胎儿可能的安全性风险目前不详。动物研究提示本品具有生殖毒性(致胚胎死亡、内脏及骨骼发育迟缓且畸形发生率升高，见【药理毒理】)。根据作用机制，妊娠女性使用本品时可能对胎儿造成危害。 <box>64 947 500 993</box>
table-cell: 62.5 (24.49, 91.48) <box>1135 224 1230 236</box>
table-cell: 74.13 (66.14, 81.08) <box>700 1382 801 1393</box>
paragraph: 空腹条件下，本品225mg每日一次口服给药，约第8-15天呈现达稳态趋势。达稳态以后，中位Tmax为3h（2~4h），几何平均Cmax为435ng/mL，几何平均AUC0-1ss为6950h•ng/mL，平均蓄积率为3.4。 <box>64 1832 500 1878</box>
paragraph: 接受本品治疗的患者可发生胃肠道毒性。患者在服药前不需常规预防性止吐药。建议发生3级及以上胃肠道不良反应的患者及时就医，并在医生的指导下接受标准监测和止泻、止吐及补液等支持治疗。发生严重呕吐和/或腹泻的患者应监测电解质水平,并根据患者脱水情况考虑补液处理。发生胃肠道不良反应的患者，应基于严重程度，进行剂量调整(参照表1)。 <box>64 197 500 273</box>
table-cell: 整体有效性 (N=158) N (%) <box>719 502 953 531</box>
table-row <box>517 1574 953 1589</box>
section-heading: 【批准文号】 <box>970 1030 1040 1044</box>
table-cell: 中位随访时间(月) [95% CI] <box>519 1248 641 1259</box>
table-cell: 样本量 <box>972 135 1001 146</box>
paragraph: 生产地址：浙江省杭州市临平区经济技术开发区兴中路355号 <box>970 1222 1286 1237</box>
paragraph: 参见【药理毒理】相关内容。 <box>88 1707 241 1722</box>
table-cell: 106 <box>741 1456 760 1468</box>
table-row <box>517 2024 953 2039</box>
table-cell: mDoR (95% CI) (月) <box>519 1471 615 1483</box>
table-row <box>970 133 1394 148</box>
table-cell: 24 <box>879 1576 893 1587</box>
table-row <box>517 1648 953 1663</box>
table-cell: 15.8(7.48, 27.87) <box>843 1516 929 1527</box>
paragraph: 本品临床研究中225mg剂量水平的460例患者中有81例(17.6%)患者的年龄≥65岁，老年患者的不良反应发生率为86.42%，其中3级以上不良反应发生率为34.57%。目前的临床研究数据表明，老年患者在医生指导下使用时无需调整起始剂量。 <box>64 1092 500 1154</box>
table-cell: ORR <box>519 1367 543 1378</box>
table-cell: 2 (5.7) <box>1307 179 1340 191</box>
table-cell: ORR(%)[95% CI] <box>519 2041 600 2053</box>
table-cell: HR [95% CI] <box>519 1996 579 2008</box>
table-row <box>970 297 1394 312</box>
paragraph: 遮光，密封，25℃以下保存。 <box>970 867 1128 881</box>
section-heading: 【孕妇及哺乳期妇女用药】 <box>64 868 205 882</box>
table-row <box>517 1905 953 1920</box>
paragraph: 清除 <box>88 2300 111 2315</box>
